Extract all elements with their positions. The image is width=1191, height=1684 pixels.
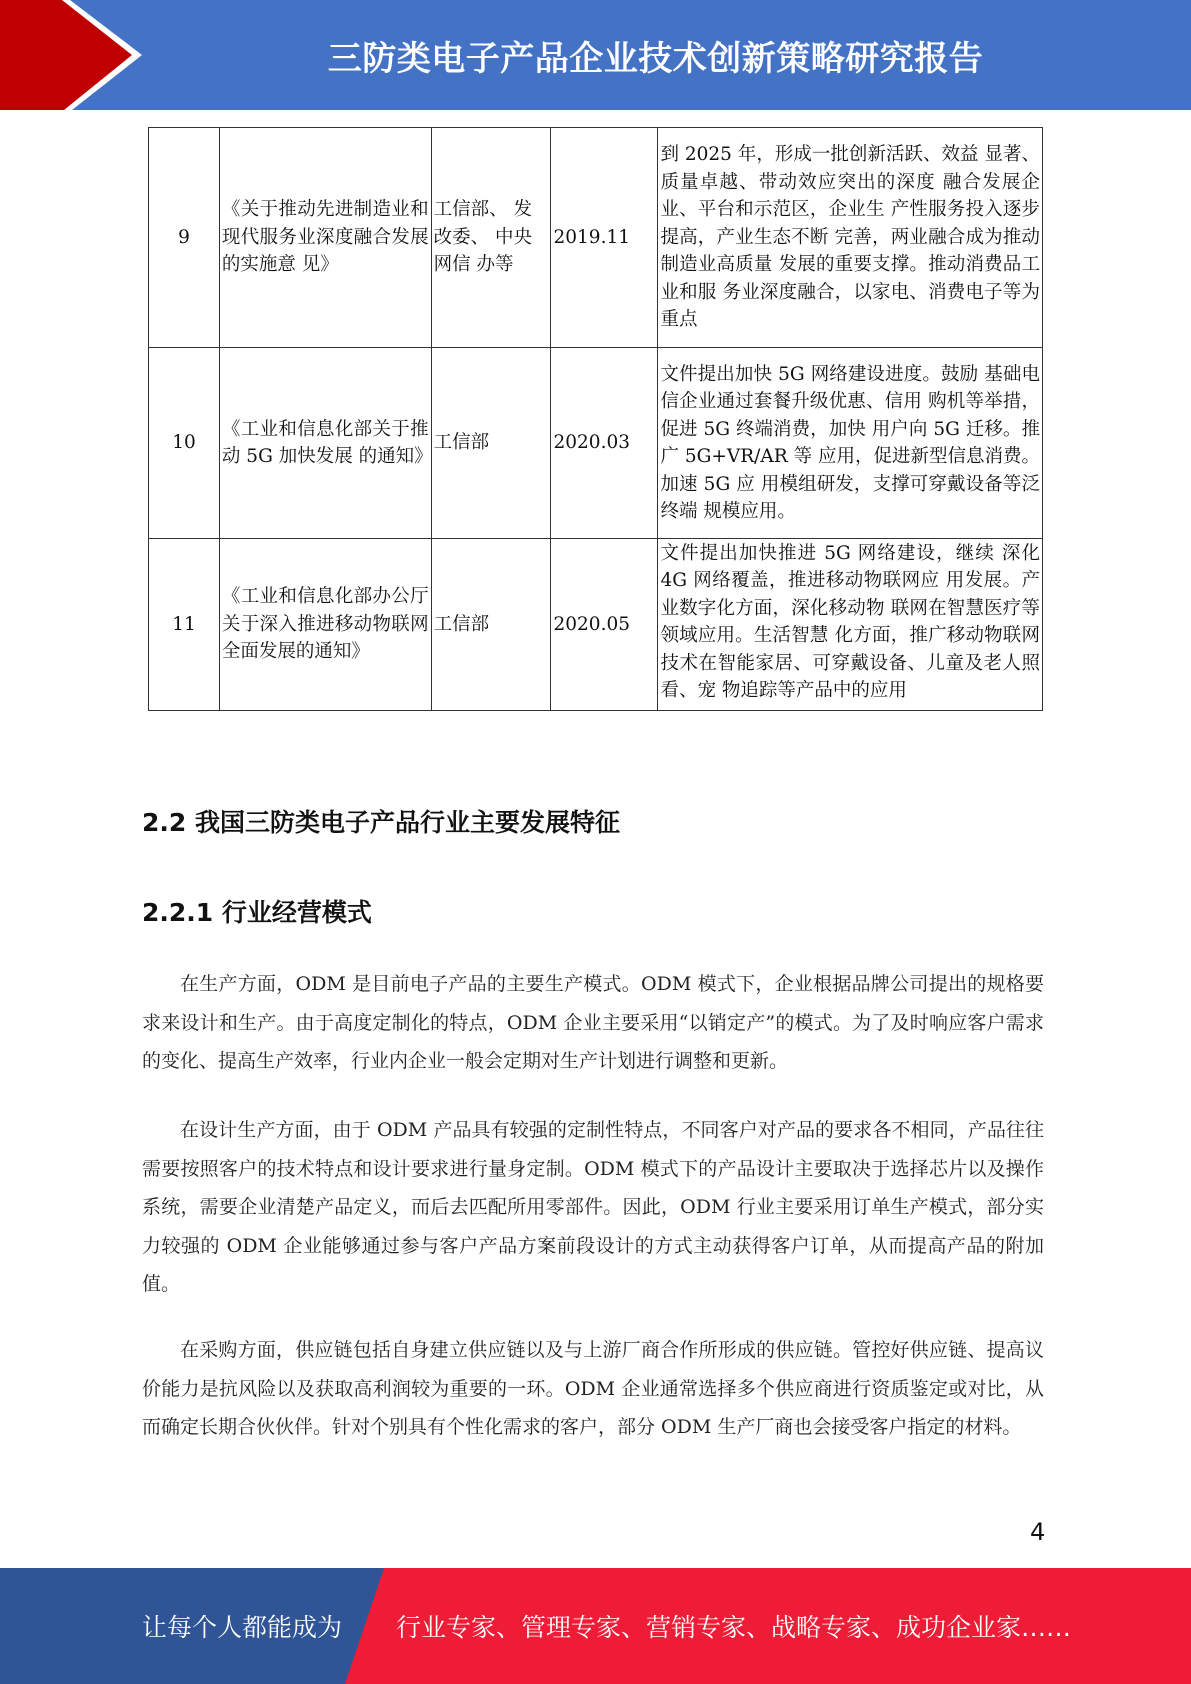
issuing-department: 工信部 — [431, 539, 551, 711]
paragraph-production: 在生产方面，ODM 是目前电子产品的主要生产模式。ODM 模式下，企业根据品牌公司提出的规格要求来设计和生产。由于高度定制化的特点，ODM 企业主要采用“以销定产”的模式。为了及时响应客户需求的变化、提高生产效率，行业内企业一般会定期对生产计划进行调整和更新。 — [142, 973, 1044, 1072]
issue-date: 2020.03 — [551, 348, 658, 539]
policy-name: 《关于推动先进制造业和现代服务业深度融合发展的实施意 见》 — [219, 128, 431, 348]
policy-description — [658, 348, 1043, 539]
policy-description — [658, 128, 1043, 348]
paragraph-procurement: 在采购方面，供应链包括自身建立供应链以及与上游厂商合作所形成的供应链。管控好供应链、提高议价能力是抗风险以及获取高利润较为重要的一环。ODM 企业通常选择多个供应商进行资质鉴定或对比，从而确定长期合伙伙伴。针对个别具有个性化需求的客户，部分 ODM 生产厂商也会接受客户指定的材料。 — [142, 1339, 1044, 1438]
issue-date: 2020.05 — [551, 539, 658, 711]
footer-slogan-right: 行业专家、管理专家、营销专家、战略专家、成功企业家…… — [396, 1613, 1072, 1642]
table-row — [149, 539, 1043, 711]
row-number: 9 — [149, 128, 220, 348]
report-title: 三防类电子产品企业技术创新策略研究报告 — [327, 38, 984, 79]
policy-name: 《工业和信息化部办公厅关于深入推进移动物联网全面发展的通知》 — [219, 539, 431, 711]
section-heading-2-2: 2.2 我国三防类电子产品行业主要发展特征 — [142, 808, 620, 837]
paragraph-design: 在设计生产方面，由于 ODM 产品具有较强的定制性特点，不同客户对产品的要求各不相同，产品往往需要按照客户的技术特点和设计要求进行量身定制。ODM 模式下的产品设计主要取决于选择芯片以及操作系统，需要企业清楚产品定义，而后去匹配所用零部件。因此，ODM 行业主要采用订单生产模式，部分实力较强的 ODM 企业能够通过参与客户产品方案前段设计的方式主动获得客户订单，从而提高产品的附加值。 — [142, 1119, 1044, 1295]
page-header — [0, 0, 1191, 110]
issuing-department: 工信部、 发改委、 中央网信 办等 — [431, 128, 551, 348]
footer-slogan-left: 让每个人都能成为 — [142, 1613, 343, 1642]
table-row — [149, 128, 1043, 348]
page-footer — [0, 1568, 1191, 1684]
section-heading-2-2-1: 2.2.1 行业经营模式 — [142, 898, 372, 927]
policy-name: 《工业和信息化部关于推动 5G 加快发展 的通知》 — [219, 348, 431, 539]
policy-description — [658, 539, 1043, 711]
row-number: 10 — [149, 348, 220, 539]
issuing-department: 工信部 — [431, 348, 551, 539]
policy-description-text: 文件提出加快 5G 网络建设进度。鼓励 基础电信企业通过套餐升级优惠、信用 购机等举措，促进 5G 终端消费，加快 用户向 5G 迁移。推广 5G+VR/AR 等 应用，促进新型信息消费。加速 5G 应 用模组研发，支撑可穿戴设备等泛终端 规模应用。 — [660, 363, 1040, 522]
row-number: 11 — [149, 539, 220, 711]
policy-table — [148, 127, 1043, 711]
table-row — [149, 348, 1043, 539]
policy-description-text: 文件提出加快推进 5G 网络建设，继续 深化 4G 网络覆盖，推进移动物联网应 用发展。产业数字化方面，深化移动物 联网在智慧医疗等领域应用。生活智慧 化方面，推广移动物联网技术在智能家居、可穿戴设备、儿童及老人照看、宠 物追踪等产品中的应用 — [660, 542, 1040, 701]
page-number: 4 — [1030, 1518, 1046, 1546]
issue-date: 2019.11 — [551, 128, 658, 348]
policy-description-text: 到 2025 年，形成一批创新活跃、效益 显著、质量卓越、带动效应突出的深度 融合发展企业、平台和示范区，企业生 产性服务投入逐步提高，产业生态不断 完善，两业融合成为推动制造业高质量 发展的重要支撑。推动消费品工业和服 务业深度融合，以家电、消费电子等为 重点 — [660, 144, 1040, 331]
